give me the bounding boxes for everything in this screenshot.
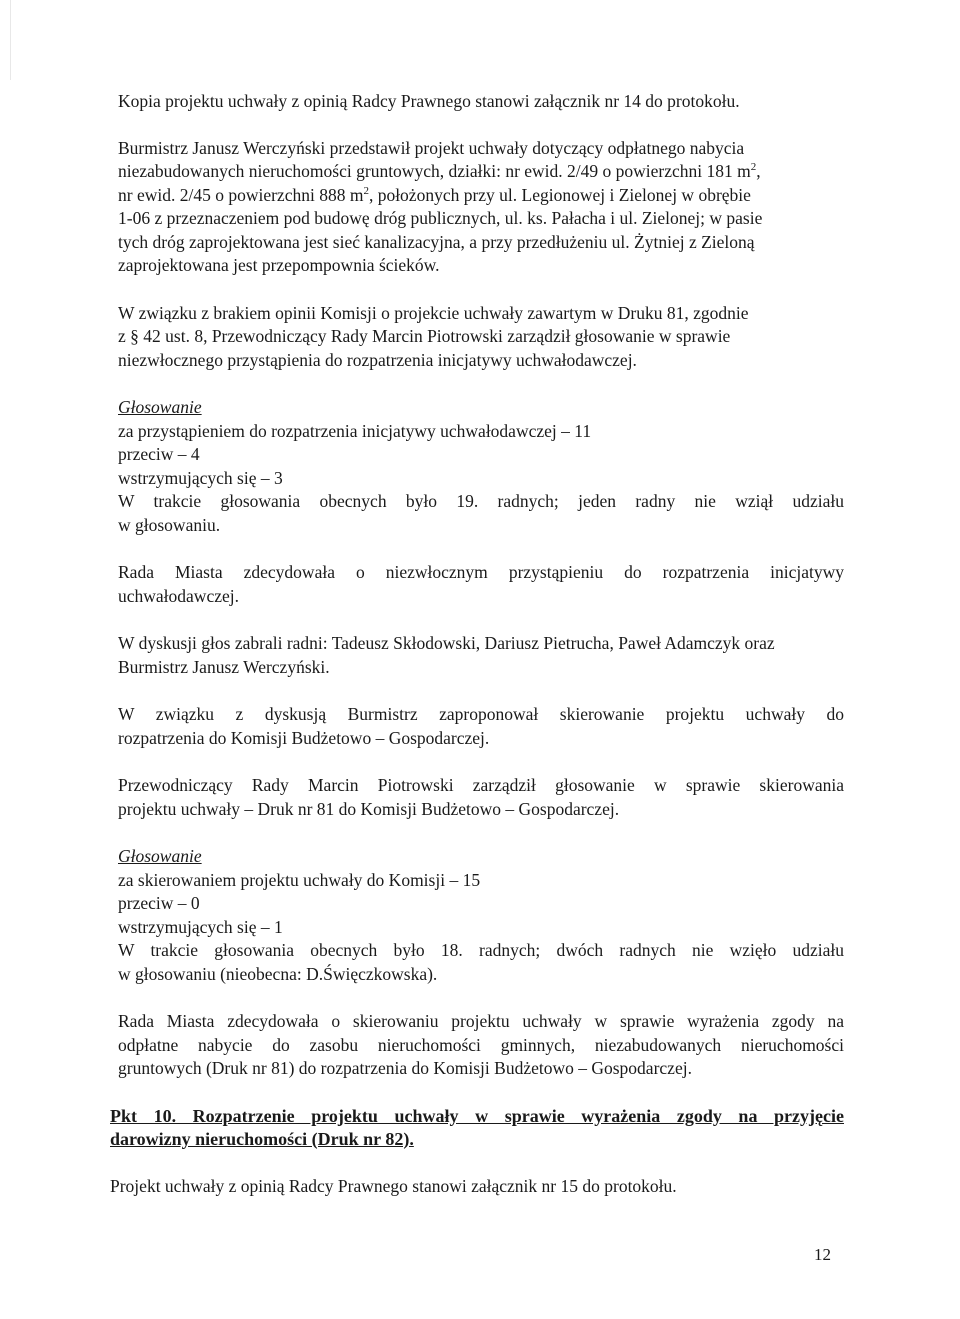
text-line: W związku z dyskusją Burmistrz zaproponował skierowanie projektu uchwały do (118, 704, 844, 724)
vote-heading: Głosowanie (118, 846, 202, 866)
text-fragment: nr ewid. 2/45 o powierzchni 888 m (118, 184, 364, 205)
vote-attendance-cont: w głosowaniu (nieobecna: D.Święczkowska). (118, 963, 438, 984)
paragraph-attachment-note-2 (110, 1175, 844, 1199)
text-line: Rada Miasta zdecydowała o niezwłocznym przystąpieniu do rozpatrzenia inicjatywy (118, 562, 844, 582)
document-page (110, 90, 844, 1222)
vote-abstain: wstrzymujących się – 3 (118, 467, 283, 488)
scan-margin-artifact (10, 0, 11, 1319)
text-line: Przewodniczący Rady Marcin Piotrowski zarządził głosowanie w sprawie skierowania (118, 775, 844, 795)
vote-against: przeciw – 0 (118, 893, 200, 913)
paragraph-attachment-note (118, 90, 844, 114)
vote-for: za przystąpieniem do rozpatrzenia inicjatywy uchwałodawczej – 11 (118, 420, 592, 441)
vote-abstain: wstrzymujących się – 1 (118, 916, 283, 937)
superscript: 2 (363, 184, 369, 197)
text-fragment: , położonych przy ul. Legionowej i Zielonej w obrębie (368, 184, 751, 205)
text-line: tych dróg zaprojektowana jest sieć kanalizacyjna, a przy przedłużeniu ul. Żytniej z Zieloną (118, 231, 755, 252)
heading-line: Pkt 10. Rozpatrzenie projektu uchwały w sprawie wyrażenia zgody na przyjęcie (110, 1105, 844, 1126)
text-line: W dyskusji głos zabrali radni: Tadeusz Skłodowski, Dariusz Pietrucha, Paweł Adamczyk oraz (118, 633, 775, 653)
text-line: zaprojektowana jest przepompownia ścieków. (118, 255, 440, 275)
text-line: odpłatne nabycie do zasobu nieruchomości gminnych, niezabudowanych nieruchomości (118, 1034, 844, 1055)
vote-against: przeciw – 4 (118, 444, 200, 464)
text-line (118, 184, 844, 208)
vote-heading: Głosowanie (118, 397, 202, 417)
paragraph-mayor-proposal (118, 703, 844, 750)
text-line: Burmistrz Janusz Werczyński. (118, 656, 330, 677)
page-number: 12 (814, 1245, 831, 1264)
text-line: 1-06 z przeznaczeniem pod budowę dróg publicznych, ul. ks. Pałacha i ul. Zielonej; w pasie (118, 208, 763, 228)
paragraph-discussion (118, 632, 844, 679)
attachment-note-text: Projekt uchwały z opinią Radcy Prawnego stanowi załącznik nr 15 do protokołu. (110, 1175, 677, 1196)
superscript: 2 (750, 161, 757, 174)
text-line: rozpatrzenia do Komisji Budżetowo – Gospodarczej. (118, 727, 490, 748)
text-line: Burmistrz Janusz Werczyński przedstawił projekt uchwały dotyczący odpłatnego nabycia (118, 137, 745, 158)
vote-block-1 (118, 396, 844, 537)
text-line (118, 160, 844, 184)
vote-attendance: W trakcie głosowania obecnych było 18. radnych; dwóch radnych nie wzięło udziału (118, 940, 844, 960)
section-heading-pkt-10 (110, 1105, 844, 1151)
text-line: z § 42 ust. 8, Przewodniczący Rady Marcin Piotrowski zarządził głosowanie w sprawie (118, 326, 731, 346)
heading-line: darowizny nieruchomości (Druk nr 82). (110, 1128, 414, 1149)
text-line: gruntowych (Druk nr 81) do rozpatrzenia do Komisji Budżetowo – Gospodarczej. (118, 1058, 692, 1078)
text-line: uchwałodawczej. (118, 585, 239, 606)
vote-for: za skierowaniem projektu uchwały do Komisji – 15 (118, 869, 481, 890)
paragraph-council-decision-2 (118, 1010, 844, 1081)
paragraph-no-opinion (118, 302, 844, 373)
text-line: niezwłocznego przystąpienia do rozpatrzenia inicjatywy uchwałodawczej. (118, 349, 637, 370)
vote-attendance-cont: w głosowaniu. (118, 514, 221, 535)
paragraph-chairman-vote (118, 774, 844, 821)
text-line: Rada Miasta zdecydowała o skierowaniu projektu uchwały w sprawie wyrażenia zgody na (118, 1011, 844, 1031)
paragraph-council-decision-1 (118, 561, 844, 608)
vote-attendance: W trakcie głosowania obecnych było 19. radnych; jeden radny nie wziął udziału (118, 491, 844, 511)
paragraph-mayor-presentation (118, 137, 844, 278)
text-fragment: niezabudowanych nieruchomości gruntowych, działki: nr ewid. 2/49 o powierzchni 181 m (118, 161, 751, 181)
text-fragment: , (756, 161, 761, 181)
vote-block-2 (118, 845, 844, 986)
text-line: W związku z brakiem opinii Komisji o projekcie uchwały zawartym w Druku 81, zgodnie (118, 302, 749, 323)
attachment-note-text: Kopia projektu uchwały z opinią Radcy Prawnego stanowi załącznik nr 14 do protokołu. (118, 91, 740, 111)
text-line: projektu uchwały – Druk nr 81 do Komisji Budżetowo – Gospodarczej. (118, 798, 620, 819)
